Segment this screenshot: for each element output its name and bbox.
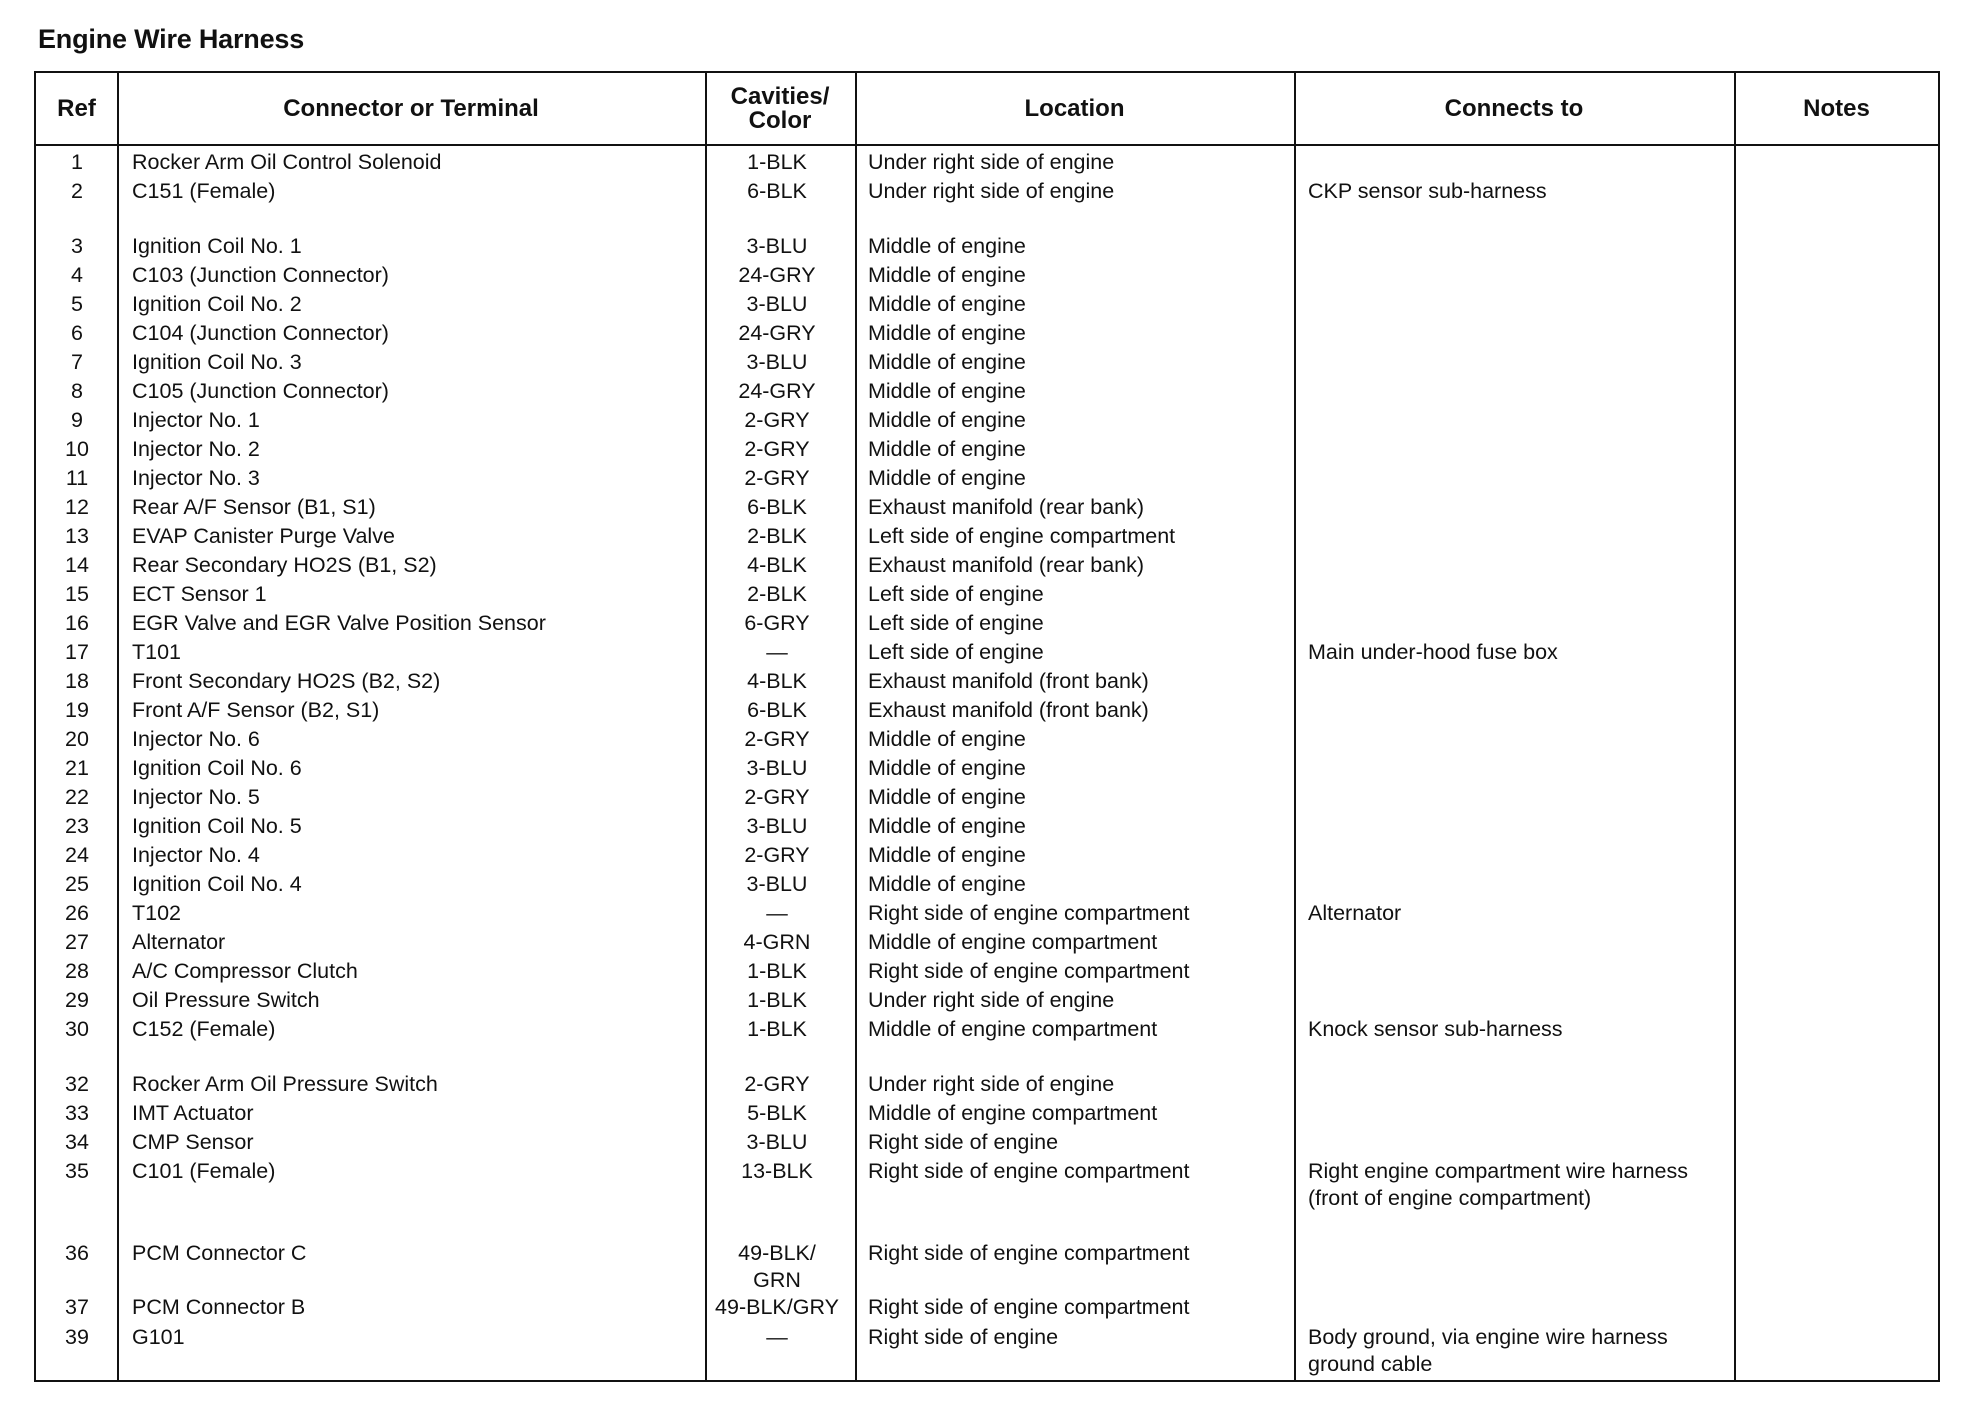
location-cell: Middle of engine bbox=[868, 785, 1026, 809]
ref-cell: 15 bbox=[65, 582, 89, 606]
ref-cell: 37 bbox=[65, 1295, 89, 1319]
cavities-cell: 5-BLK bbox=[747, 1101, 807, 1125]
cavities-cell: 6-BLK bbox=[747, 179, 807, 203]
cavities-cell: 2-GRY bbox=[744, 785, 810, 809]
cavities-cell: 4-GRN bbox=[743, 930, 811, 954]
cavities-cell: 24-GRY bbox=[738, 321, 816, 345]
ref-cell: 10 bbox=[65, 437, 89, 461]
connector-cell: IMT Actuator bbox=[132, 1101, 254, 1125]
header-notes: Notes bbox=[1803, 94, 1870, 122]
cavities-cell: 2-GRY bbox=[744, 727, 810, 751]
connector-cell: A/C Compressor Clutch bbox=[132, 959, 358, 983]
ref-cell: 22 bbox=[65, 785, 89, 809]
location-cell: Left side of engine bbox=[868, 611, 1044, 635]
connector-cell: EVAP Canister Purge Valve bbox=[132, 524, 395, 548]
location-cell: Middle of engine bbox=[868, 814, 1026, 838]
location-cell: Right side of engine compartment bbox=[868, 1159, 1190, 1183]
connector-cell: Ignition Coil No. 2 bbox=[132, 292, 302, 316]
ref-cell: 28 bbox=[65, 959, 89, 983]
ref-cell: 3 bbox=[71, 234, 83, 258]
connector-cell: Injector No. 1 bbox=[132, 408, 260, 432]
location-cell: Exhaust manifold (rear bank) bbox=[868, 553, 1145, 577]
connector-cell: Front Secondary HO2S (B2, S2) bbox=[132, 669, 441, 693]
ref-cell: 2 bbox=[71, 179, 83, 203]
cavities-cell: 2-GRY bbox=[744, 1072, 810, 1096]
header-connects-to: Connects to bbox=[1444, 94, 1584, 122]
ref-cell: 26 bbox=[65, 901, 89, 925]
location-cell: Middle of engine bbox=[868, 321, 1026, 345]
ref-cell: 23 bbox=[65, 814, 89, 838]
ref-cell: 19 bbox=[65, 698, 89, 722]
connector-cell: C101 (Female) bbox=[132, 1159, 276, 1183]
location-cell: Middle of engine compartment bbox=[868, 1101, 1158, 1125]
ref-cell: 8 bbox=[71, 379, 83, 403]
ref-cell: 32 bbox=[65, 1072, 89, 1096]
location-cell: Under right side of engine bbox=[868, 150, 1115, 174]
cavities-cell: 3-BLU bbox=[746, 872, 808, 896]
cavities-cell: 2-GRY bbox=[744, 466, 810, 490]
location-cell: Middle of engine compartment bbox=[868, 930, 1158, 954]
connector-cell: C151 (Female) bbox=[132, 179, 276, 203]
cavities-cell: 1-BLK bbox=[747, 150, 807, 174]
location-cell: Exhaust manifold (rear bank) bbox=[868, 495, 1145, 519]
connector-cell: Rear A/F Sensor (B1, S1) bbox=[132, 495, 376, 519]
cavities-cell: 3-BLU bbox=[746, 350, 808, 374]
location-cell: Right side of engine compartment bbox=[868, 959, 1190, 983]
connector-cell: Rear Secondary HO2S (B1, S2) bbox=[132, 553, 437, 577]
connects-to-cell: Body ground, via engine wire harness ground cable bbox=[1308, 1325, 1668, 1376]
cavities-cell: 6-GRY bbox=[744, 611, 810, 635]
ref-cell: 1 bbox=[71, 150, 83, 174]
table-body bbox=[36, 73, 1938, 1380]
cavities-cell: 13-BLK bbox=[741, 1159, 813, 1183]
cavities-cell: 6-BLK bbox=[747, 698, 807, 722]
connector-cell: T102 bbox=[132, 901, 182, 925]
location-cell: Right side of engine bbox=[868, 1325, 1059, 1349]
connects-to-cell: Knock sensor sub-harness bbox=[1308, 1017, 1563, 1041]
location-cell: Right side of engine compartment bbox=[868, 1241, 1190, 1265]
connector-cell: Injector No. 3 bbox=[132, 466, 260, 490]
location-cell: Middle of engine compartment bbox=[868, 1017, 1158, 1041]
page-title: Engine Wire Harness bbox=[38, 24, 305, 54]
connector-cell: Injector No. 4 bbox=[132, 843, 260, 867]
cavities-cell: 24-GRY bbox=[738, 263, 816, 287]
location-cell: Middle of engine bbox=[868, 379, 1026, 403]
location-cell: Middle of engine bbox=[868, 872, 1026, 896]
location-cell: Under right side of engine bbox=[868, 179, 1115, 203]
location-cell: Middle of engine bbox=[868, 350, 1026, 374]
connector-cell: C152 (Female) bbox=[132, 1017, 276, 1041]
location-cell: Middle of engine bbox=[868, 727, 1026, 751]
ref-cell: 5 bbox=[71, 292, 83, 316]
connects-to-cell: Right engine compartment wire harness (front of engine compartment) bbox=[1308, 1159, 1689, 1210]
ref-cell: 33 bbox=[65, 1101, 89, 1125]
ref-cell: 35 bbox=[65, 1159, 89, 1183]
connects-to-cell: CKP sensor sub-harness bbox=[1308, 179, 1547, 203]
cavities-cell: 3-BLU bbox=[746, 1130, 808, 1154]
location-cell: Middle of engine bbox=[868, 843, 1026, 867]
connector-cell: PCM Connector B bbox=[132, 1295, 306, 1319]
cavities-cell: 2-GRY bbox=[744, 843, 810, 867]
ref-cell: 4 bbox=[71, 263, 83, 287]
connector-cell: C104 (Junction Connector) bbox=[132, 321, 389, 345]
connector-cell: Ignition Coil No. 4 bbox=[132, 872, 302, 896]
connector-cell: CMP Sensor bbox=[132, 1130, 254, 1154]
ref-cell: 18 bbox=[65, 669, 89, 693]
connector-cell: C103 (Junction Connector) bbox=[132, 263, 389, 287]
ref-cell: 6 bbox=[71, 321, 83, 345]
connector-cell: Ignition Coil No. 1 bbox=[132, 234, 302, 258]
connector-cell: PCM Connector C bbox=[132, 1241, 307, 1265]
connects-to-cell: Alternator bbox=[1308, 901, 1402, 925]
connector-cell: Front A/F Sensor (B2, S1) bbox=[132, 698, 380, 722]
location-cell: Right side of engine compartment bbox=[868, 901, 1190, 925]
connector-cell: Ignition Coil No. 6 bbox=[132, 756, 302, 780]
header-ref: Ref bbox=[57, 94, 96, 122]
connector-cell: Oil Pressure Switch bbox=[132, 988, 320, 1012]
location-cell: Left side of engine compartment bbox=[868, 524, 1176, 548]
cavities-cell: 1-BLK bbox=[747, 959, 807, 983]
cavities-cell: 49-BLK/GRY bbox=[715, 1295, 839, 1319]
connector-cell: G101 bbox=[132, 1325, 185, 1349]
connector-cell: Rocker Arm Oil Control Solenoid bbox=[132, 150, 442, 174]
cavities-cell: 2-GRY bbox=[744, 408, 810, 432]
location-cell: Middle of engine bbox=[868, 292, 1026, 316]
location-cell: Exhaust manifold (front bank) bbox=[868, 698, 1149, 722]
connector-cell: Ignition Coil No. 5 bbox=[132, 814, 302, 838]
ref-cell: 34 bbox=[65, 1130, 89, 1154]
ref-cell: 30 bbox=[65, 1017, 89, 1041]
ref-cell: 20 bbox=[65, 727, 89, 751]
cavities-cell: 24-GRY bbox=[738, 379, 816, 403]
cavities-cell: — bbox=[766, 640, 788, 664]
connector-cell: C105 (Junction Connector) bbox=[132, 379, 389, 403]
location-cell: Under right side of engine bbox=[868, 1072, 1115, 1096]
cavities-cell: 2-GRY bbox=[744, 437, 810, 461]
ref-cell: 17 bbox=[65, 640, 89, 664]
header-connector: Connector or Terminal bbox=[283, 94, 539, 122]
header-location: Location bbox=[1024, 94, 1125, 122]
ref-cell: 12 bbox=[65, 495, 89, 519]
ref-cell: 14 bbox=[65, 553, 89, 577]
connector-cell: Alternator bbox=[132, 930, 226, 954]
cavities-cell: 2-BLK bbox=[747, 582, 807, 606]
connector-cell: T101 bbox=[132, 640, 182, 664]
cavities-cell: 3-BLU bbox=[746, 234, 808, 258]
location-cell: Middle of engine bbox=[868, 756, 1026, 780]
location-cell: Left side of engine bbox=[868, 640, 1044, 664]
ref-cell: 9 bbox=[71, 408, 83, 432]
ref-cell: 27 bbox=[65, 930, 89, 954]
location-cell: Middle of engine bbox=[868, 437, 1026, 461]
ref-cell: 13 bbox=[65, 524, 89, 548]
connector-cell: Injector No. 5 bbox=[132, 785, 260, 809]
cavities-cell: 4-BLK bbox=[747, 669, 807, 693]
location-cell: Middle of engine bbox=[868, 466, 1026, 490]
cavities-cell: 1-BLK bbox=[747, 1017, 807, 1041]
cavities-cell: 3-BLU bbox=[746, 292, 808, 316]
cavities-cell: 4-BLK bbox=[747, 553, 807, 577]
connector-cell: Injector No. 2 bbox=[132, 437, 260, 461]
location-cell: Right side of engine compartment bbox=[868, 1295, 1190, 1319]
harness-table bbox=[34, 71, 1940, 1382]
header-cavities: Cavities/ Color bbox=[730, 82, 830, 134]
cavities-cell: 1-BLK bbox=[747, 988, 807, 1012]
connector-cell: EGR Valve and EGR Valve Position Sensor bbox=[132, 611, 546, 635]
cavities-cell: 6-BLK bbox=[747, 495, 807, 519]
location-cell: Middle of engine bbox=[868, 263, 1026, 287]
cavities-cell: 49-BLK/ GRN bbox=[738, 1241, 816, 1292]
ref-cell: 16 bbox=[65, 611, 89, 635]
ref-cell: 24 bbox=[65, 843, 89, 867]
ref-cell: 25 bbox=[65, 872, 89, 896]
location-cell: Left side of engine bbox=[868, 582, 1044, 606]
location-cell: Middle of engine bbox=[868, 234, 1026, 258]
ref-cell: 36 bbox=[65, 1241, 89, 1265]
location-cell: Right side of engine bbox=[868, 1130, 1059, 1154]
location-cell: Under right side of engine bbox=[868, 988, 1115, 1012]
cavities-cell: — bbox=[766, 1325, 788, 1349]
location-cell: Middle of engine bbox=[868, 408, 1026, 432]
connector-cell: Ignition Coil No. 3 bbox=[132, 350, 302, 374]
cavities-cell: 3-BLU bbox=[746, 814, 808, 838]
cavities-cell: 3-BLU bbox=[746, 756, 808, 780]
ref-cell: 29 bbox=[65, 988, 89, 1012]
ref-cell: 21 bbox=[65, 756, 89, 780]
ref-cell: 11 bbox=[65, 466, 89, 490]
connects-to-cell: Main under-hood fuse box bbox=[1308, 640, 1558, 664]
ref-cell: 7 bbox=[71, 350, 83, 374]
ref-cell: 39 bbox=[65, 1325, 89, 1349]
connector-cell: Rocker Arm Oil Pressure Switch bbox=[132, 1072, 438, 1096]
cavities-cell: — bbox=[766, 901, 788, 925]
connector-cell: ECT Sensor 1 bbox=[132, 582, 267, 606]
connector-cell: Injector No. 6 bbox=[132, 727, 260, 751]
cavities-cell: 2-BLK bbox=[747, 524, 807, 548]
location-cell: Exhaust manifold (front bank) bbox=[868, 669, 1149, 693]
